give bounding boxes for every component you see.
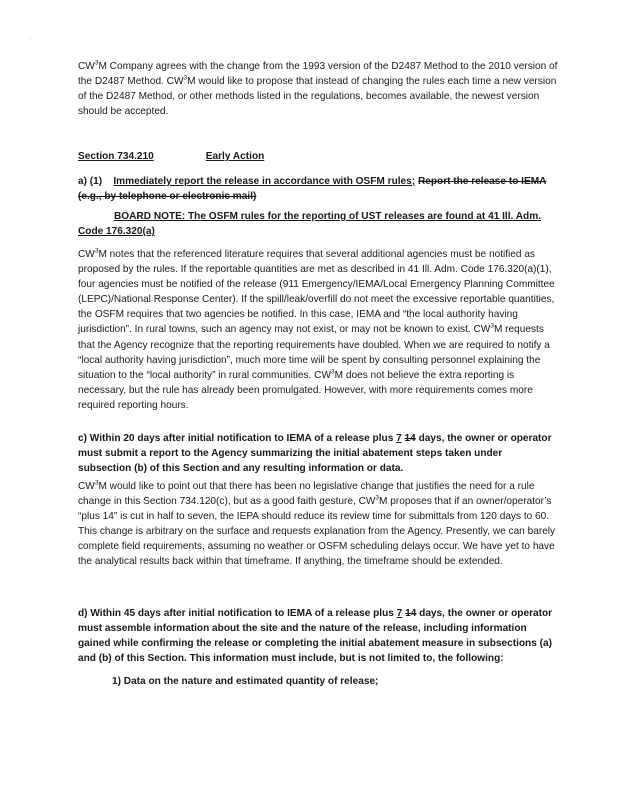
section-number: Section 734.210 [78,151,154,162]
added-text: Immediately report the release in accordance with OSFM rules; [113,176,416,187]
item-a1: a) (1) Immediately report the release in accordance with OSFM rules; Report the release to IEMA (e.g., by telephone or electronic mail) [78,176,547,203]
paragraph-method-change: $CW^3M$ Company agrees with the change from the 1993 version of the D2487 Method to the 2010 version of the D2487 Method. $CW^3M$ would like to propose that instead of changing the rules each time a new version of the D2487 Method, or other methods listed in the regulations, becomes available, the newest version should be accepted. [78,59,558,118]
section-title: Early Action [205,151,265,162]
item-d: d) Within 45 days after initial notification to IEMA of a release plus 7 14 days, the owner or operator must assemble information about the site and the nature of the release, including information gained while confirming the release or completing the initial abatement measure in subsections (a) and (b) of this Section. This information must include, but is not limited to, the following: [78,608,553,665]
section-heading [78,149,558,164]
struck-text: Report the release to IEMA (e.g., by telephone or electronic mail) [78,176,547,203]
scan-mark: · [30,36,32,42]
item-d1: 1) Data on the nature and estimated quantity of release; [112,676,379,687]
item-c: c) Within 20 days after initial notification to IEMA of a release plus 7 14 days, the owner or operator must submit a report to the Agency summarizing the initial abatement steps taken under subsection (b) of this Section and any resulting information or data. [78,433,552,475]
paragraph-timeframe: $CW^3M$ would like to point out that there has been no legislative change that justifies the need for a rule change in this Section 734.120(c), but as a good faith gesture, $CW^3M$ proposes that if an owner/operator’s “plus 14” is cut in half to seven, the IEPA should reduce its review time for submittals from 120 days to 60. This change is arbitrary on the surface and requests explanation from the Agency. Presently, we can barely complete field requirements, assuming no weather or OSFM scheduling delays occur. We have yet to have the analytical results back within that timeframe. If anything, the timeframe should be extended. [78,479,556,568]
board-note: BOARD NOTE: The OSFM rules for the reporting of UST releases are found at 41 Ill. Adm. Code 176.320(a) [78,211,541,238]
paragraph-reporting-agencies: $CW^3M$ notes that the referenced literature requires that several additional agencies must be notified as proposed by the rules. If the reportable quantities are met as described in 41 Ill. Adm. Code 176.320(a)(1), four agencies must be notified of the release (911 Emergency/IEMA/Local Emergency Planning Committee (LEPC)/National Response Center). If the spill/leak/overfill do not meet the excessive reportable quantities, the OSFM requires that two agencies be notified. In this case, IEMA and “the local authority having jurisdiction”. In rural towns, such an agency may not exist, or may not be known to exist. $CW^3M$ requests that the Agency recognize that the reporting requirements have doubled. When we are required to notify a “local authority having jurisdiction”, much more time will be spent by consulting personnel explaining the situation to the “local authority” in rural communities. $CW^3M$ does not believe the extra reporting is necessary, but the rule has already been promulgated. However, with more requirements comes more required reporting hours. [78,247,555,411]
